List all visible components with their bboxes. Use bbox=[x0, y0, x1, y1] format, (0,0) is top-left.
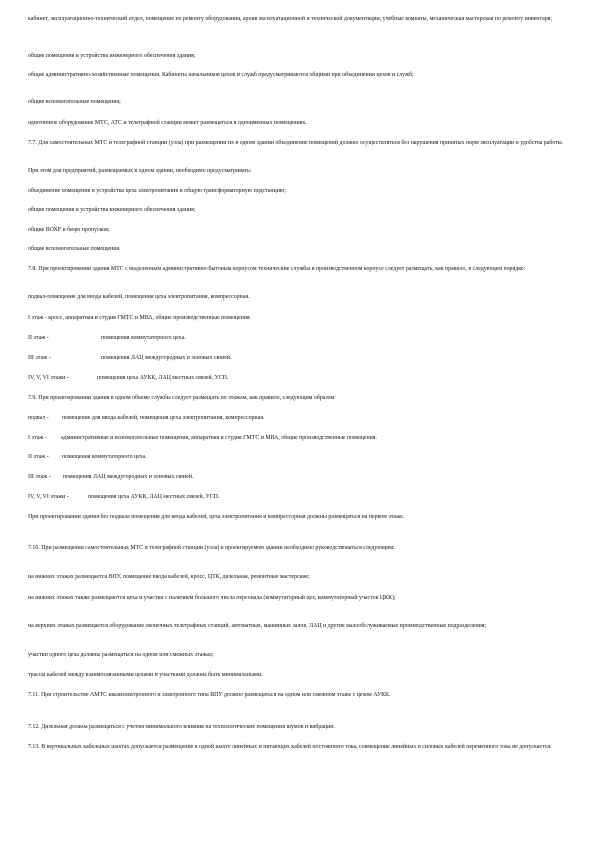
floor-description: помещение для ввода кабелей, помещения цеха электропитания, компрессорная. bbox=[62, 415, 265, 421]
paragraph-text: общие помещения и устройства инженерного обеспечения здания; bbox=[28, 53, 196, 59]
paragraph-text: При этом для предприятий, размещаемых в одном здании, необходимо предусматривать: bbox=[28, 168, 252, 174]
floor-description: помещения цеха АУКК, ЛАЦ местных связей, УСП. bbox=[97, 375, 229, 381]
paragraph-text: I этаж - кросс, аппаратная и студия ГМТС и МВА, общие производственные помещения. bbox=[28, 315, 252, 321]
floor-row bbox=[28, 374, 568, 383]
section-7-7-paragraph: 7.7. Для самостоятельных МТС и телеграфной станции (узла) при размещении их в одном здании объединение помещений должно осуществляться без нарушения принятых норм эксплуатации и удобства работы. bbox=[28, 140, 564, 146]
floor-label: I этаж - bbox=[28, 435, 47, 441]
paragraph-text: на верхних этажах размещается оборудование оконечных телеграфных станций, автоматных, машинных залов, ЛАЦ и другие малообслуживаемые производственные подразделения; bbox=[28, 623, 487, 629]
paragraph-text: общие вспомогательные помещения. bbox=[28, 246, 121, 252]
floor-row bbox=[28, 354, 568, 363]
paragraph-text: на нижних этажах также размещаются цеха и участки с наличием большого числа персонала (коммутаторный цех, коммутаторный участок ЦКК); bbox=[28, 595, 396, 601]
floor-row bbox=[28, 414, 568, 423]
paragraph-text: на нижних этажах размещается ВПУ, помещение ввода кабелей, кросс, ЦТК, дизельная, ремонтные мастерские; bbox=[28, 574, 310, 580]
section-7-11-paragraph: 7.11. При строительстве АМТС квазиэлектронного и электронного типа ВПУ должно размещаться на одном или смежном этаже с цехом АУКК. bbox=[28, 692, 391, 698]
floor-label: III этаж - bbox=[28, 355, 51, 361]
paragraph-text: объединение помещения и устройства цеха электропитания и общую трансформаторную подстанцию; bbox=[28, 188, 286, 194]
section-7-12-paragraph: 7.12. Дизельная должна размещаться с учетом минимального влияния на технологические помещения шумов и вибрации. bbox=[28, 724, 335, 730]
paragraph-text: При проектировании здания без подвала помещения для ввода кабелей, цеха электропитания и компрессорная должны размещаться на первом этаже. bbox=[28, 514, 405, 520]
paragraph-text: трассы кабелей между взаимосвязанными цехами и участками должны быть минимальными. bbox=[28, 672, 263, 678]
section-7-8-paragraph: 7.8. При проектировании здания МТС с выделенным административно-бытовым корпусом технические службы в производственном корпусе следует размещать, как правило, в следующем порядке: bbox=[28, 266, 526, 272]
paragraph-text: подвал-помещение для ввода кабелей, помещения цеха электропитания, компрессорная. bbox=[28, 294, 250, 300]
floor-row bbox=[28, 473, 568, 482]
paragraph-text: кабинет, эксплуатационно-технический отдел, помещение по ремонту оборудования, архив эксплуатационной и технической документации, учебные комнаты, механическая мастерская по ремонту инвентаря; bbox=[28, 16, 553, 22]
floor-description: помещения цеха АУКК, ЛАЦ местных связей, УСП. bbox=[88, 494, 220, 500]
floor-row bbox=[28, 334, 568, 343]
section-7-10-paragraph: 7.10. При размещении самостоятельных МТС и телеграфной станции (узла) в проектируемом здании необходимо руководствоваться следующим: bbox=[28, 545, 395, 551]
floor-description: помещения коммутаторного цеха. bbox=[62, 454, 147, 460]
floor-description: помещения коммутаторного цеха. bbox=[101, 335, 186, 341]
paragraph-text: общие административно-хозяйственные помещения. Кабинеты начальников цехов и служб предусматриваются общими при объединении цехов и служб; bbox=[28, 72, 414, 78]
floor-label: IV, V, VI этажи - bbox=[28, 375, 69, 381]
paragraph-text: однотипное оборудование МТС, АТС и телеграфной станции может размещаться в одноименных помещениях. bbox=[28, 120, 307, 126]
floor-label: IV, V, VI этажи - bbox=[28, 494, 69, 500]
paragraph-text: общие помещения и устройства инженерного обеспечения здания; bbox=[28, 207, 196, 213]
floor-label: II этаж - bbox=[28, 335, 49, 341]
section-7-9-paragraph: 7.9. При проектировании здания в одном объеме службы следует размещать по этажам, как правило, следующим образом: bbox=[28, 395, 336, 401]
floor-description: помещения ЛАЦ междугородных и зоновых связей. bbox=[63, 474, 194, 480]
paragraph-text: участки одного цеха должны размещаться на одном или смежных этажах; bbox=[28, 652, 214, 658]
floor-row bbox=[28, 434, 568, 443]
floor-label: III этаж - bbox=[28, 474, 51, 480]
floor-row bbox=[28, 453, 568, 462]
floor-description: помещения ЛАЦ междугородных и зоновых связей. bbox=[101, 355, 232, 361]
section-7-13-paragraph: 7.13. В вертикальных кабельных шахтах допускается размещение в одной шахте линейных и питающих кабелей постоянного тока, совмещение линейных и силовых кабелей переменного тока не допускается. bbox=[28, 744, 552, 750]
paragraph-text: общие ВОХР и бюро пропусков; bbox=[28, 227, 110, 233]
floor-row bbox=[28, 493, 568, 502]
floor-description: административные и вспомогательные помещения, аппаратная и студия ГМТС и МВА, общие производственные помещения. bbox=[61, 435, 377, 441]
floor-label: подвал - bbox=[28, 415, 49, 421]
paragraph-text: общие вспомогательные помещения; bbox=[28, 99, 121, 105]
floor-label: II этаж - bbox=[28, 454, 49, 460]
